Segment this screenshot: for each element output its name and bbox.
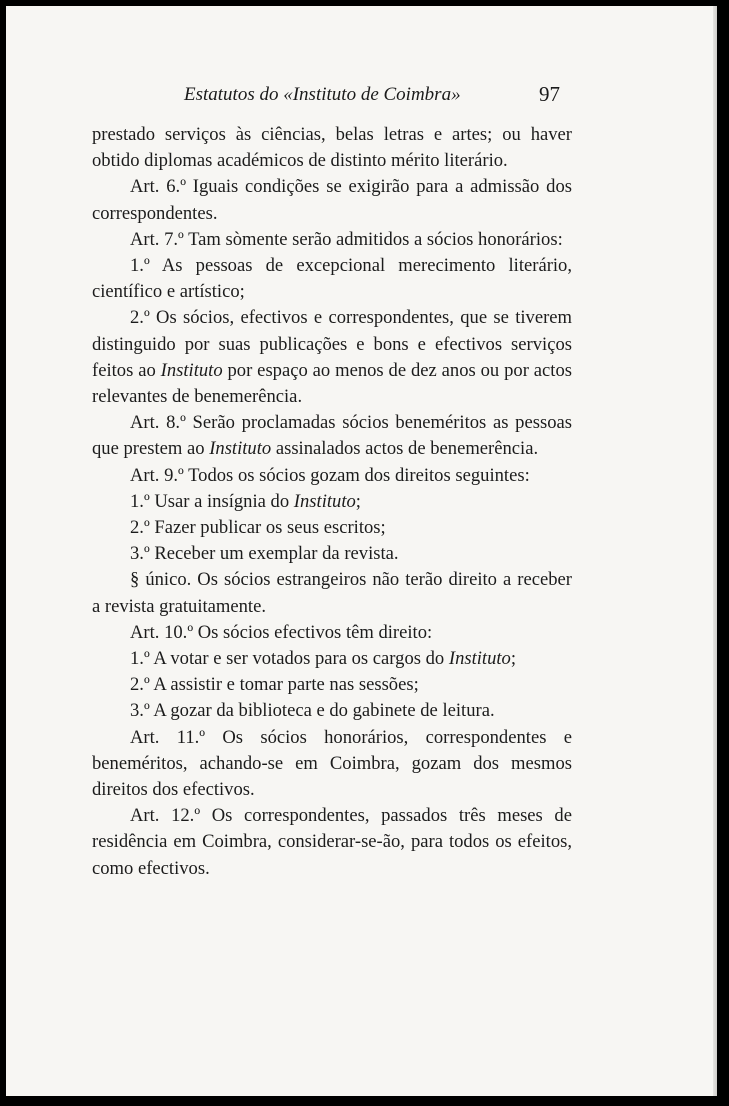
paragraph-article-10: Art. 10.º Os sócios efectivos têm direito:: [130, 621, 433, 643]
instituto-italic: Instituto: [448, 648, 511, 670]
instituto-italic: Instituto: [160, 359, 223, 381]
paragraph-article-11: Art. 11.º Os sócios honorários, correspondentes e beneméritos, achando-se em Coimbra, gozam dos mesmos direitos dos efectivos.: [92, 726, 572, 801]
paragraph-item: 2.º A assistir e tomar parte nas sessões;: [130, 674, 419, 696]
instituto-italic: Instituto: [209, 438, 272, 460]
paragraph-continuation: prestado serviços às ciências, belas letras e artes; ou haver obtido diplomas académicos de distinto mérito literário.: [92, 124, 572, 172]
paragraph-item: 1.º As pessoas de excepcional merecimento literário, científico e artístico;: [92, 255, 572, 303]
instituto-italic: Instituto: [293, 490, 356, 512]
paragraph-article-9: Art. 9.º Todos os sócios gozam dos direitos seguintes:: [130, 464, 530, 486]
paragraph-item: 2.º Os sócios, efectivos e correspondentes, que se tiverem distinguido por suas publicações e bons e efectivos serviços feitos ao Instituto por espaço ao menos de dez anos ou por actos relevantes de benemerência.: [92, 307, 572, 408]
paragraph-item: 1.º A votar e ser votados para os cargos do Instituto;: [130, 648, 517, 670]
body-text: [92, 122, 572, 882]
page-edge-shadow: [713, 6, 717, 1096]
paragraph-item: 3.º Receber um exemplar da revista.: [130, 543, 399, 565]
page-number: 97: [539, 82, 560, 106]
paragraph-article-8: Art. 8.º Serão proclamadas sócios beneméritos as pessoas que prestem ao Instituto assinalados actos de benemerência.: [92, 412, 572, 460]
paragraph-article-12: Art. 12.º Os correspondentes, passados três meses de residência em Coimbra, considerar-se-ão, para todos os efeitos, como efectivos.: [92, 805, 572, 879]
paragraph-item: 3.º A gozar da biblioteca e do gabinete de leitura.: [130, 700, 495, 722]
paragraph-item: 1.º Usar a insígnia do Instituto;: [130, 490, 361, 512]
paragraph-article-7: Art. 7.º Tam sòmente serão admitidos a sócios honorários:: [130, 228, 563, 250]
scanned-page: [6, 6, 717, 1096]
paragraph-article-6: Art. 6.º Iguais condições se exigirão para a admissão dos correspondentes.: [92, 176, 572, 224]
paragraph-item: 2.º Fazer publicar os seus escritos;: [130, 517, 386, 539]
page-header: [6, 78, 717, 108]
running-title: Estatutos do «Instituto de Coimbra»: [184, 84, 461, 105]
paragraph-paragraph-unico: § único. Os sócios estrangeiros não terão direito a receber a revista gratuitamente.: [92, 569, 572, 617]
